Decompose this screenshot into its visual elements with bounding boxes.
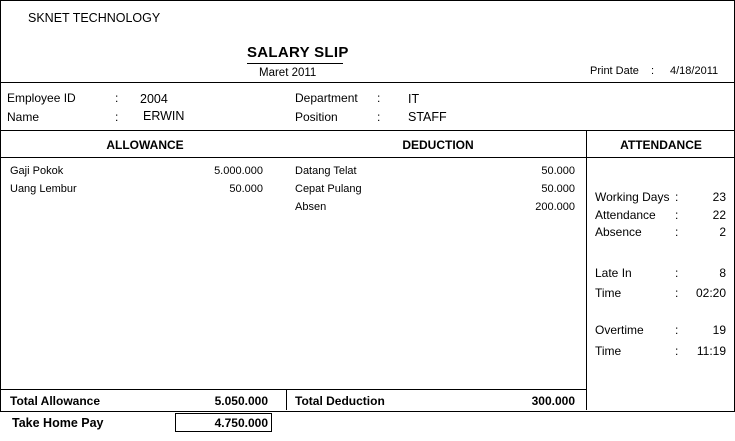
print-date-value: 4/18/2011 bbox=[670, 65, 719, 77]
deduction-label: Absen bbox=[295, 201, 327, 213]
attendance-value: 8 bbox=[719, 266, 726, 280]
print-date-colon: : bbox=[651, 65, 655, 77]
attendance-colon: : bbox=[675, 208, 679, 222]
allowance-header: ALLOWANCE bbox=[106, 138, 184, 152]
employee-id-value: 2004 bbox=[140, 92, 168, 106]
deduction-header: DEDUCTION bbox=[402, 138, 474, 152]
take-home-label: Take Home Pay bbox=[12, 416, 104, 430]
position-colon: : bbox=[377, 110, 381, 124]
employee-name-colon: : bbox=[115, 110, 119, 124]
section-header-divider bbox=[0, 157, 735, 158]
attendance-colon: : bbox=[675, 190, 679, 204]
total-deduction-value: 300.000 bbox=[531, 394, 575, 408]
deduction-label: Datang Telat bbox=[295, 165, 357, 177]
deduction-amount: 50.000 bbox=[541, 183, 575, 195]
employee-name-value: ERWIN bbox=[143, 109, 185, 123]
employee-id-colon: : bbox=[115, 91, 119, 105]
totals-column-divider bbox=[286, 389, 287, 410]
position-label: Position bbox=[295, 110, 338, 124]
info-divider bbox=[0, 130, 735, 131]
attendance-value: 02:20 bbox=[695, 286, 726, 300]
attendance-colon: : bbox=[675, 266, 679, 280]
take-home-value: 4.750.000 bbox=[214, 416, 268, 430]
employee-id-label: Employee ID bbox=[7, 91, 76, 105]
company-name: SKNET TECHNOLOGY bbox=[28, 11, 161, 25]
period: Maret 2011 bbox=[259, 67, 317, 79]
print-date-label: Print Date bbox=[590, 65, 639, 77]
department-colon: : bbox=[377, 91, 381, 105]
attendance-colon: : bbox=[675, 344, 679, 358]
deduction-amount: 50.000 bbox=[541, 165, 575, 177]
deduction-amount: 200.000 bbox=[535, 201, 575, 213]
attendance-label: Overtime bbox=[595, 323, 644, 337]
attendance-colon: : bbox=[675, 286, 679, 300]
attendance-label: Time bbox=[595, 286, 622, 300]
department-label: Department bbox=[295, 91, 358, 105]
attendance-label: Attendance bbox=[595, 208, 656, 222]
total-allowance-label: Total Allowance bbox=[10, 394, 101, 408]
allowance-label: Gaji Pokok bbox=[10, 165, 64, 177]
attendance-label: Working Days bbox=[595, 190, 670, 204]
deduction-label: Cepat Pulang bbox=[295, 183, 362, 195]
title-underline bbox=[247, 63, 343, 64]
slip-title: SALARY SLIP bbox=[247, 44, 349, 61]
attendance-value: 2 bbox=[719, 225, 726, 239]
employee-name-label: Name bbox=[7, 110, 40, 124]
attendance-header: ATTENDANCE bbox=[620, 138, 702, 152]
attendance-column-divider bbox=[586, 130, 587, 410]
header-divider bbox=[0, 82, 735, 83]
attendance-value: 19 bbox=[712, 323, 726, 337]
allowance-amount: 5.000.000 bbox=[214, 165, 263, 177]
totals-divider bbox=[0, 389, 587, 390]
attendance-value: 22 bbox=[712, 208, 726, 222]
department-value: IT bbox=[408, 92, 420, 106]
total-allowance-value: 5.050.000 bbox=[214, 394, 268, 408]
attendance-colon: : bbox=[675, 225, 679, 239]
attendance-value: 23 bbox=[712, 190, 726, 204]
attendance-label: Time bbox=[595, 344, 622, 358]
allowance-amount: 50.000 bbox=[229, 183, 263, 195]
attendance-label: Absence bbox=[595, 225, 642, 239]
attendance-label: Late In bbox=[595, 266, 632, 280]
total-deduction-label: Total Deduction bbox=[295, 394, 385, 408]
position-value: STAFF bbox=[408, 110, 447, 124]
attendance-value: 11:19 bbox=[696, 344, 726, 358]
attendance-colon: : bbox=[675, 323, 679, 337]
allowance-label: Uang Lembur bbox=[10, 183, 77, 195]
